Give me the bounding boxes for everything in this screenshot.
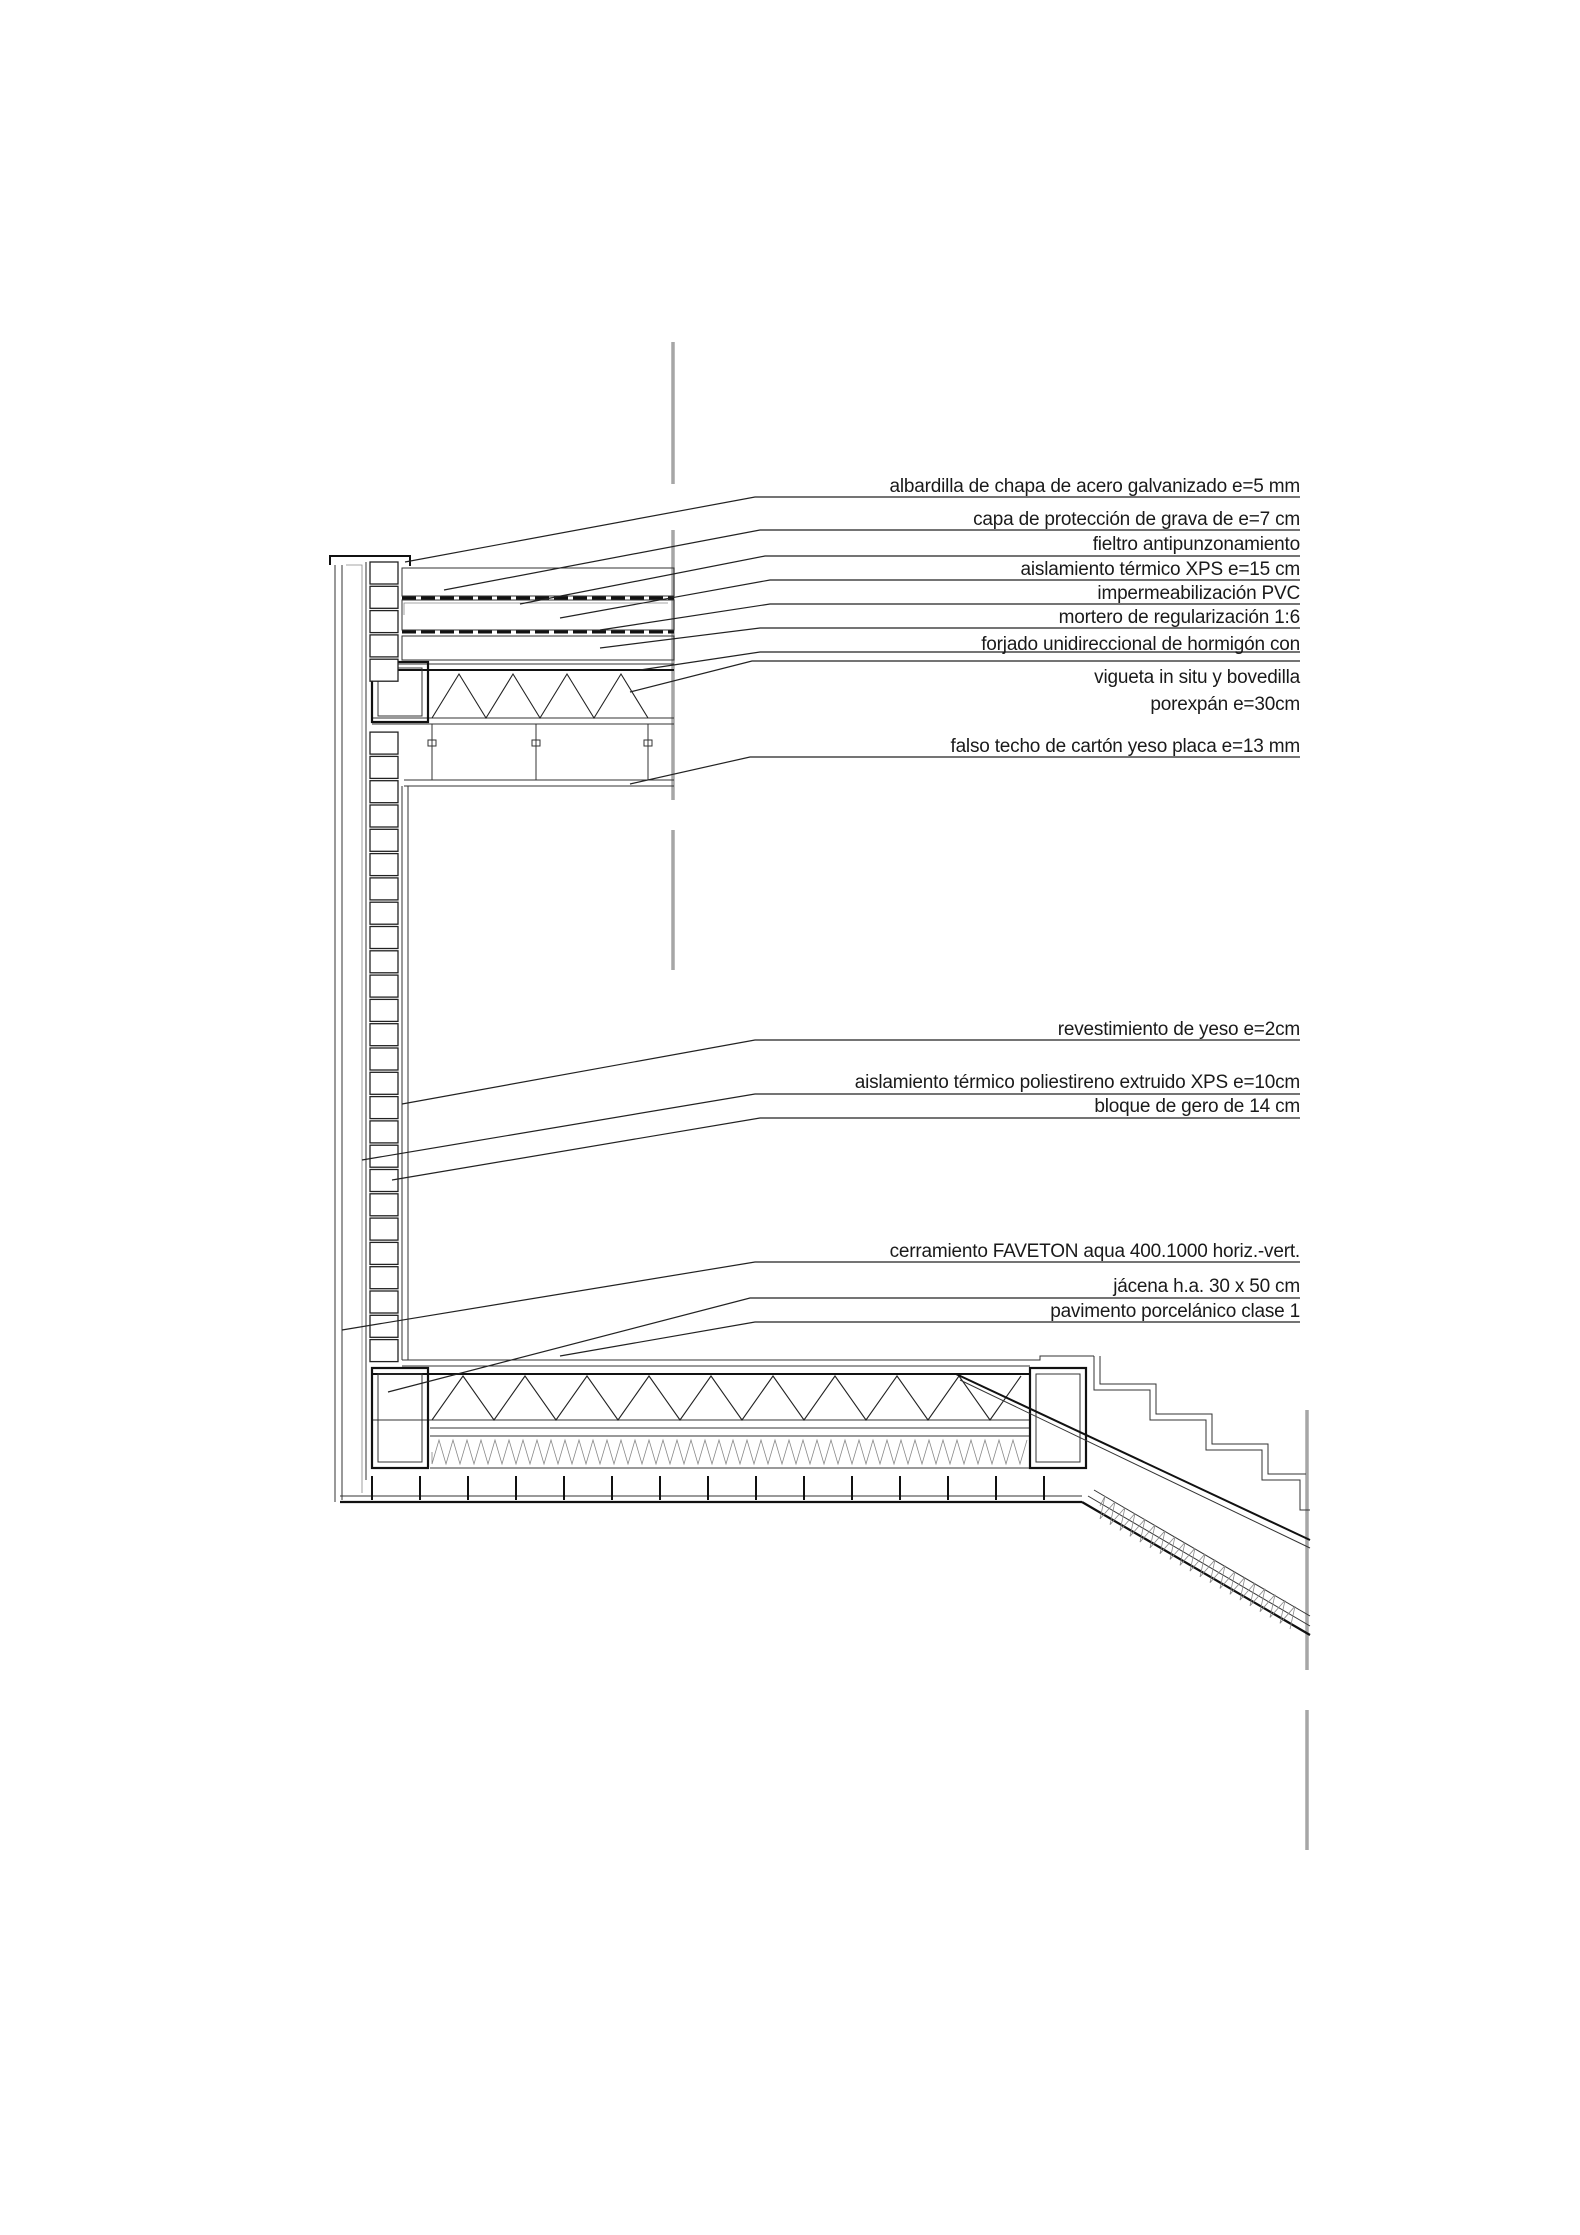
label-slab-line2: vigueta in situ y bovedilla [1094,667,1300,688]
wall-block [370,999,398,1021]
wall-block [370,975,398,997]
wall-block [370,1242,398,1264]
label-roof-coping: albardilla de chapa de acero galvanizado e=5 mm [889,476,1300,497]
wall-block [370,586,398,608]
roof-insulation-zigzag [404,603,668,615]
label-block: bloque de gero de 14 cm [1094,1096,1300,1117]
wall-block [370,756,398,778]
wall-block [370,1170,398,1192]
wall-block [370,562,398,584]
wall-block [370,927,398,949]
wall-blocks [370,562,398,1362]
wall-block [370,781,398,803]
wall-block [370,1267,398,1289]
label-roof-mortar: mortero de regularización 1:6 [1058,607,1300,628]
false-ceiling [404,724,674,786]
floor-insulation-zigzag [432,1440,1027,1464]
wall-insulation [346,565,362,1493]
wall-block [370,829,398,851]
label-slab-line3: porexpán e=30cm [1150,694,1300,715]
roof-slab-truss [432,674,648,718]
wall-block [370,902,398,924]
label-plaster: revestimiento de yeso e=2cm [1057,1019,1300,1040]
wall-block [370,635,398,657]
wall-block [370,951,398,973]
wall-block [370,659,398,681]
wall-block [370,1194,398,1216]
label-ceiling: falso techo de cartón yeso placa e=13 mm [950,736,1300,757]
floor-build-up [340,1356,1094,1502]
wall-block [370,1291,398,1313]
floor-slab-vigueta [432,1376,1021,1420]
wall-block [370,878,398,900]
label-roof-xps: aislamiento térmico XPS e=15 cm [1020,559,1300,580]
wall-block [370,1218,398,1240]
label-cladding: cerramiento FAVETON aqua 400.1000 horiz.-vert. [889,1241,1300,1262]
wall-block [370,1048,398,1070]
wall-block [370,1340,398,1362]
label-roof-felt: fieltro antipunzonamiento [1092,534,1300,555]
wall-insulation-zigzag [346,565,362,1493]
label-roof-gravel: capa de protección de grava de e=7 cm [973,509,1300,530]
label-beam: jácena h.a. 30 x 50 cm [1113,1276,1300,1297]
wall-block [370,611,398,633]
wall-block [370,1024,398,1046]
wall-block [370,732,398,754]
roof-build-up [372,568,674,724]
roof-slab-vigueta [432,674,648,718]
annotation-labels [855,476,1301,1322]
wall-block [370,854,398,876]
floor-beam-left [372,1368,428,1468]
wall-block [370,1121,398,1143]
label-wall-xps: aislamiento térmico poliestireno extruido XPS e=10cm [854,1072,1300,1093]
floor-insulation-hatch [432,1440,1027,1464]
label-floor: pavimento porcelánico clase 1 [1050,1301,1300,1322]
wall-block [370,1315,398,1337]
label-slab-line1: forjado unidireccional de hormigón con [981,634,1300,655]
roof-xps-hatch [404,603,668,615]
wall-block [370,1072,398,1094]
wall-block [370,805,398,827]
label-roof-pvc: impermeabilización PVC [1097,583,1300,604]
wall-block [370,1097,398,1119]
floor-truss [432,1376,1021,1420]
